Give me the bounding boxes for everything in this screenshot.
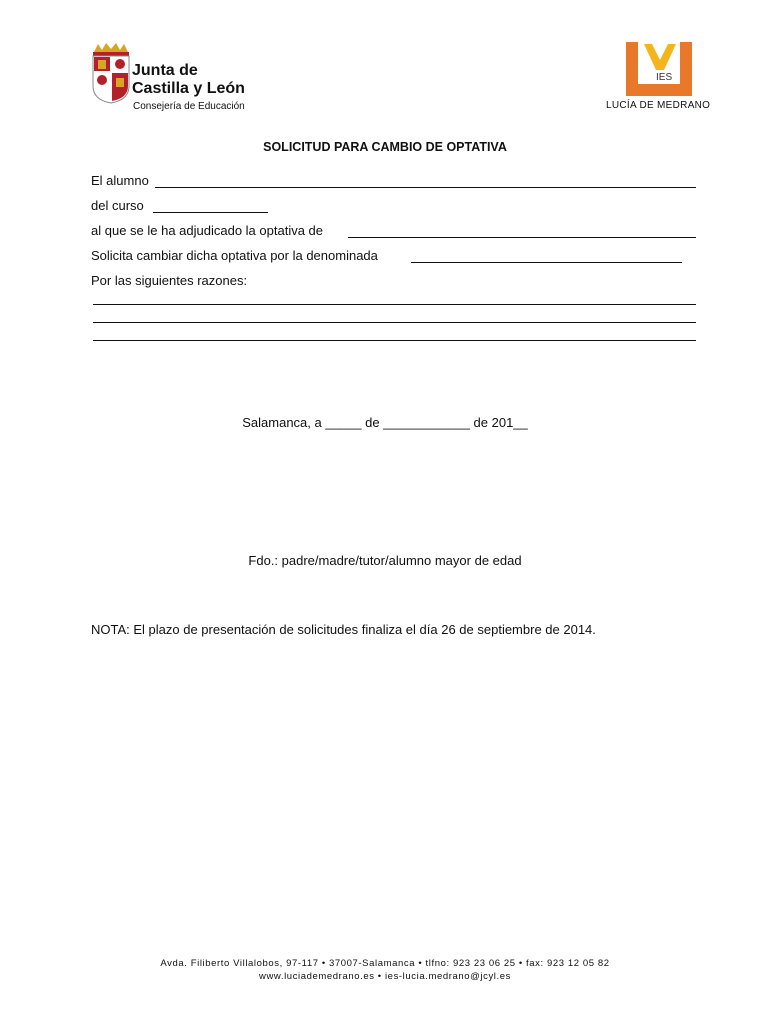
footer-web: www.luciademedrano.es • ies-lucia.medrano@jcyl.es <box>259 971 511 982</box>
ies-emblem-icon <box>626 42 694 98</box>
razones-line-3[interactable] <box>93 340 696 341</box>
logo-line-junta: Junta de <box>132 62 198 79</box>
ies-school-name: LUCÍA DE MEDRANO <box>606 100 711 111</box>
razones-label: Por las siguientes razones: <box>91 273 248 288</box>
coat-of-arms-icon <box>90 42 132 104</box>
solicita-label: Solicita cambiar dicha optativa por la denominada <box>91 248 378 263</box>
razones-line-1[interactable] <box>93 304 696 305</box>
razones-line-2[interactable] <box>93 322 696 323</box>
curso-field[interactable] <box>153 212 268 213</box>
adjudicado-label: al que se le ha adjudicado la optativa de <box>91 223 324 238</box>
form-title: SOLICITUD PARA CAMBIO DE OPTATIVA <box>263 140 507 154</box>
optativa-adjudicada-field[interactable] <box>348 237 696 238</box>
optativa-solicitada-field[interactable] <box>411 262 682 263</box>
logo-line-consejeria: Consejería de Educación <box>133 101 245 112</box>
signature-line: Fdo.: padre/madre/tutor/alumno mayor de edad <box>248 553 522 568</box>
alumno-label: El alumno <box>91 173 149 188</box>
alumno-field[interactable] <box>155 187 696 188</box>
ies-logo <box>626 42 694 98</box>
ies-badge-text: IES <box>656 72 673 83</box>
footer-address: Avda. Filiberto Villalobos, 97-117 • 37007-Salamanca • tlfno: 923 23 06 25 • fax: 923 12 05 82 <box>160 958 610 969</box>
curso-label: del curso <box>91 198 144 213</box>
deadline-note: NOTA: El plazo de presentación de solicitudes finaliza el día 26 de septiembre de 2014. <box>91 622 596 637</box>
place-date-line: Salamanca, a _____ de ____________ de 201__ <box>242 415 528 430</box>
logo-line-castilla: Castilla y León <box>132 80 245 97</box>
